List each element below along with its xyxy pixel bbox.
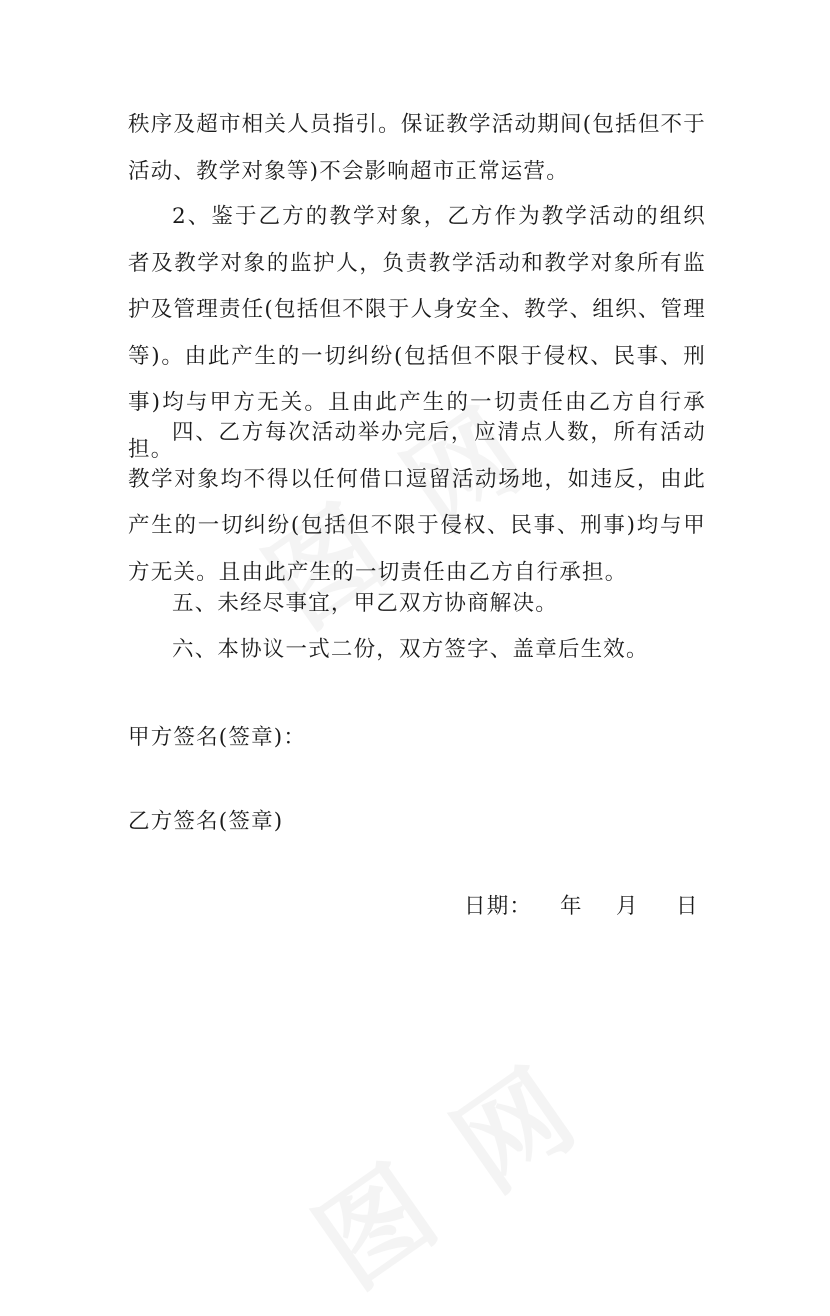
watermark [281,1022,608,1316]
party-a-signature-label: 甲方签名(签章)： [128,725,307,750]
paragraph-clause-2: 2、鉴于乙方的教学对象，乙方作为教学活动的组织者及教学对象的监护人，负责教学活动和教学对象所有监护及管理责任(包括但不限于人身安全、教学、组织、管理等)。由此产生的一切纠纷(包括但不限于侵权、民事、刑事)均与甲方无关。且由此产生的一切责任由乙方自行承担。 [128,204,706,462]
paragraph-clause-5: 五、未经尽事宜，甲乙双方协商解决。 [172,591,558,616]
date-label: 日期： [464,894,533,919]
date-month-label: 月 [616,894,638,919]
date-year-label: 年 [560,894,582,919]
paragraph-clause-4: 四、乙方每次活动举办完后，应清点人数，所有活动教学对象均不得以任何借口逗留活动场地，如违反，由此产生的一切纠纷(包括但不限于侵权、民事、刑事)均与甲方无关。且由此产生的一切责任由乙方自行承担。 [128,420,706,585]
paragraph-continuation: 秩序及超市相关人员指引。保证教学活动期间(包括但不于活动、教学对象等)不会影响超市正常运营。 [128,112,706,184]
party-b-signature-label: 乙方签名(签章) [128,809,284,834]
date-line [464,889,706,920]
paragraph-clause-6: 六、本协议一式二份，双方签字、盖章后生效。 [172,637,649,662]
date-day-label: 日 [676,894,698,919]
